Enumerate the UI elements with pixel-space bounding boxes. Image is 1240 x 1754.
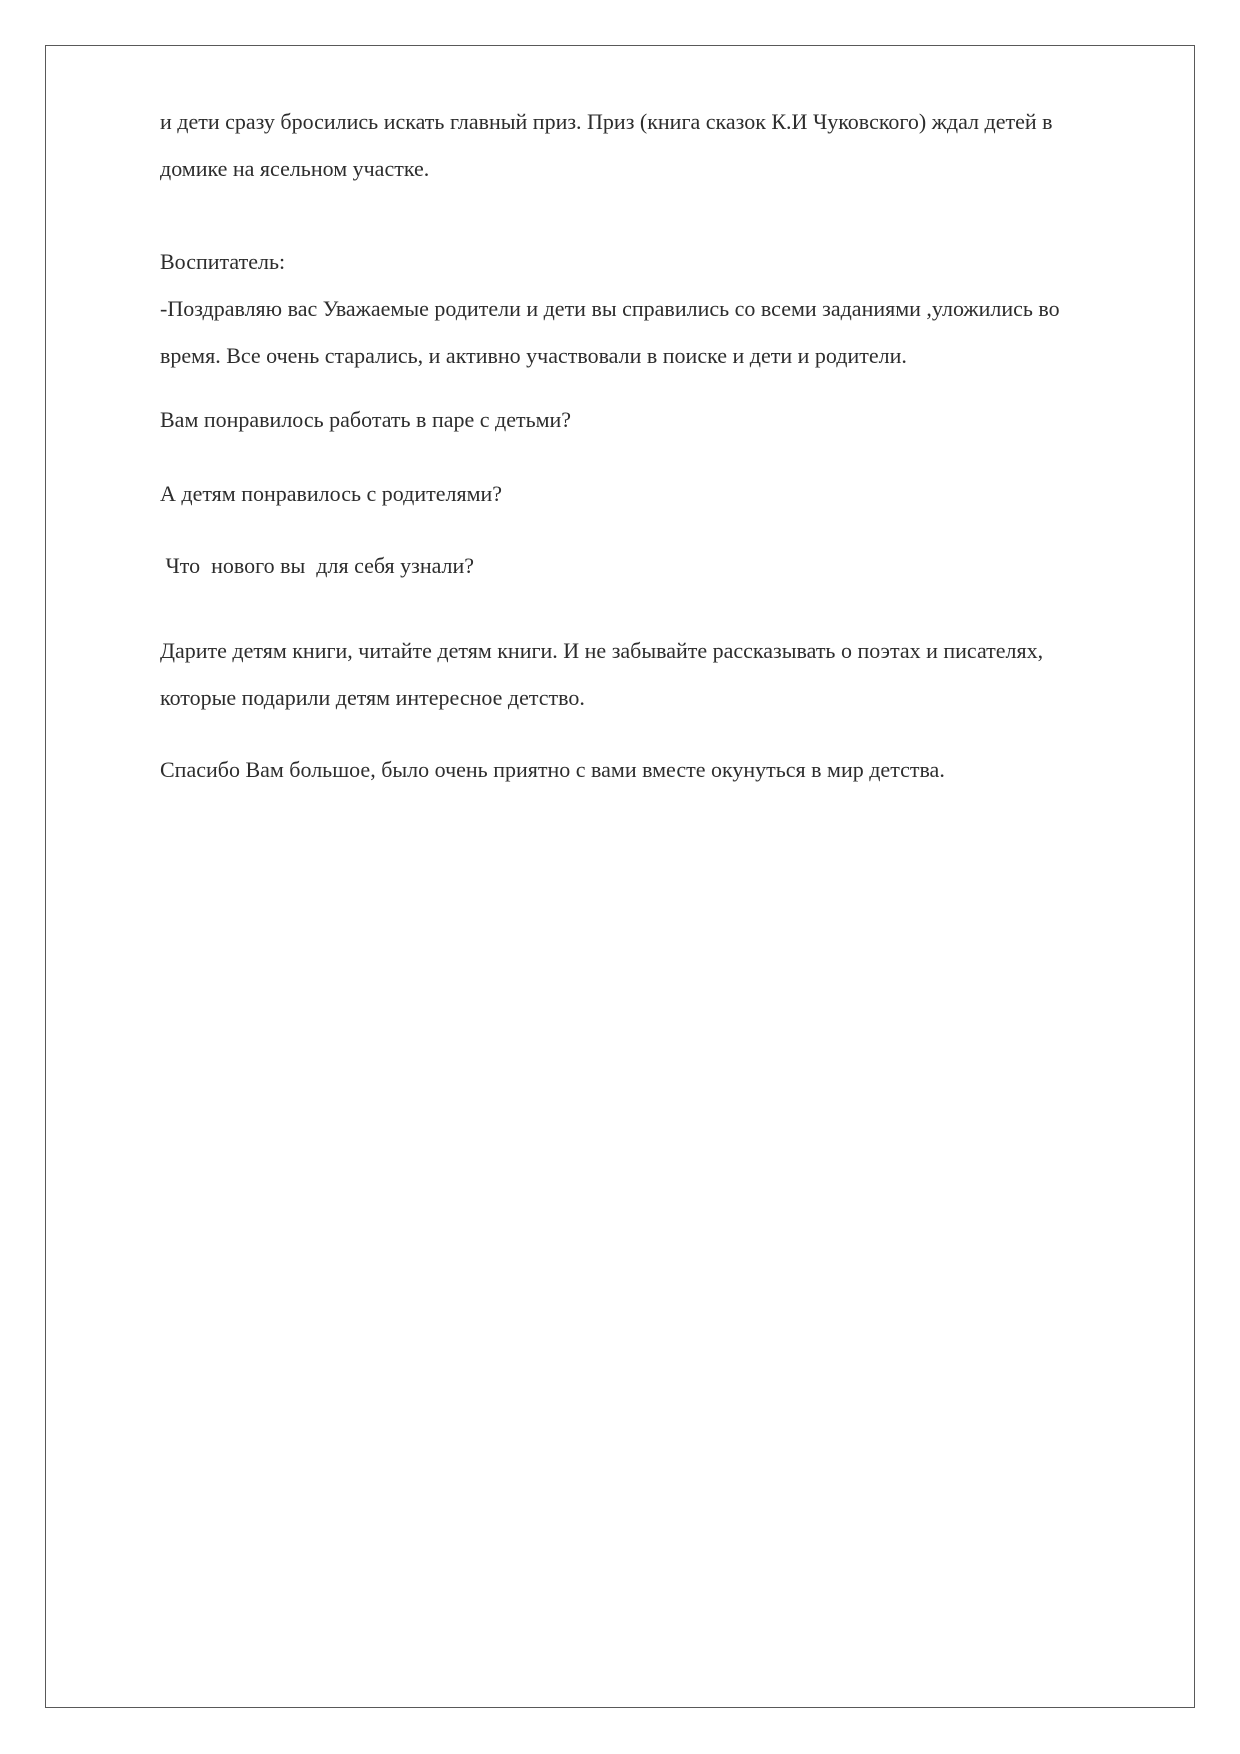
paragraph-question-parents: Вам понравилось работать в паре с детьми? xyxy=(160,407,572,432)
paragraph-question-children: А детям понравилось с родителями? xyxy=(160,481,503,506)
paragraph-teacher-label: Воспитатель: xyxy=(160,249,286,274)
document-content xyxy=(46,46,1194,1707)
paragraph-thanks: Спасибо Вам большое, было очень приятно с вами вместе окунуться в мир детства. xyxy=(160,757,945,782)
paragraph-question-new: Что нового вы для себя узнали? xyxy=(160,553,475,578)
paragraph-give-books: Дарите детям книги, читайте детям книги. И не забывайте рассказывать о поэтах и писателях, которые подарили детям интересное детство. xyxy=(160,638,1049,710)
paragraph-congratulations: -Поздравляю вас Уважаемые родители и дети вы справились со всеми заданиями ,уложились во время. Все очень старались, и активно участвовали в поиске и дети и родители. xyxy=(160,296,1066,368)
paragraph-intro-prize: и дети сразу бросились искать главный приз. Приз (книга сказок К.И Чуковского) ждал детей в домике на ясельном участке. xyxy=(160,109,1059,181)
page-border-frame xyxy=(45,45,1195,1708)
